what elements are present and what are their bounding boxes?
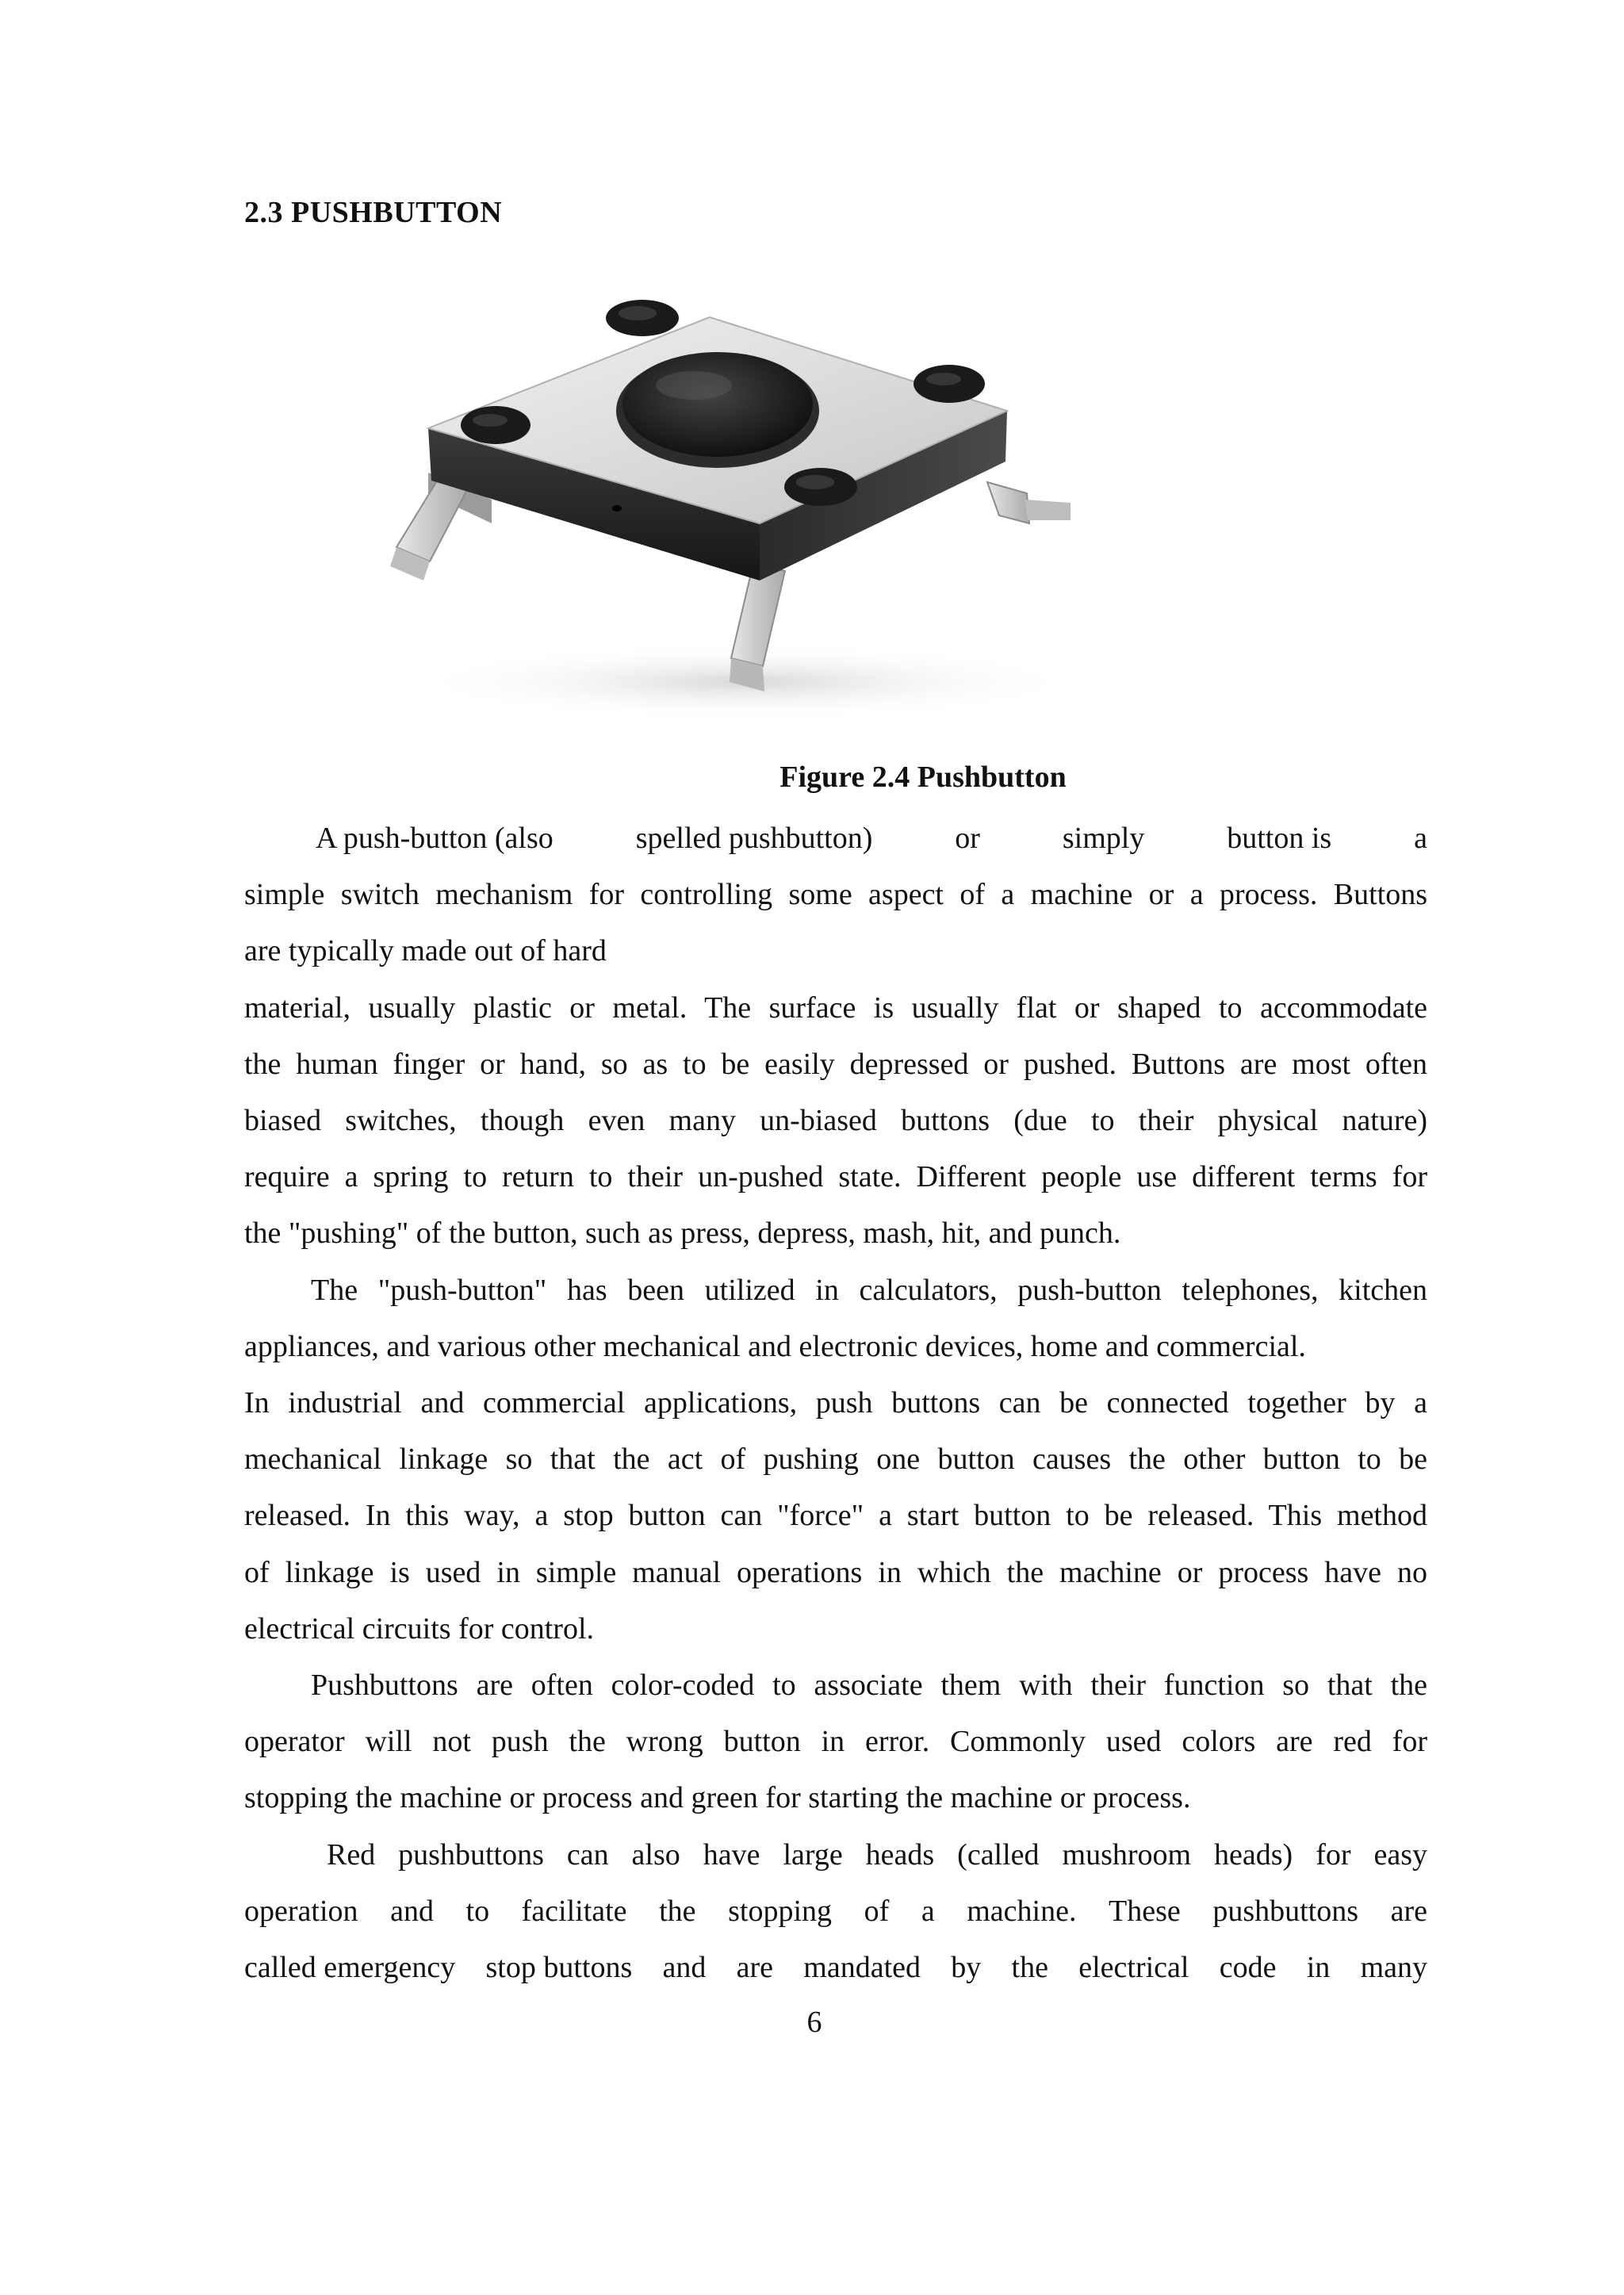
text-line: simple switch mechanism for controlling some aspect of a machine or a process. Buttons <box>244 878 1427 912</box>
text-line: of linkage is used in simple manual operations in which the machine or process have no <box>244 1555 1427 1589</box>
page-number: 6 <box>806 2006 822 2039</box>
text-line: Red pushbuttons can also have large heads (called mushroom heads) for easy <box>327 1837 1427 1872</box>
text-line: released. In this way, a stop button can "force" a start button to be released. This method <box>244 1499 1427 1533</box>
word: many <box>1360 1951 1427 1985</box>
word: code <box>1219 1951 1277 1985</box>
text-line: The "push-button" has been utilized in calculators, push-button telephones, kitchen <box>311 1273 1427 1307</box>
word: machine. <box>967 1894 1077 1928</box>
text-line: appliances, and various other mechanical and electronic devices, home and commercial. <box>244 1329 1306 1363</box>
pushbutton-figure <box>373 285 1150 730</box>
word: button is <box>1227 822 1332 855</box>
paragraph-2 <box>244 1262 1427 1657</box>
word: mandated <box>803 1951 921 1985</box>
section-heading: 2.3 PUSHBUTTON <box>244 196 503 229</box>
text-line: electrical circuits for control. <box>244 1611 595 1646</box>
text-line: stopping the machine or process and green for starting the machine or process. <box>244 1781 1191 1815</box>
word: stopping <box>728 1894 833 1928</box>
word: These <box>1109 1894 1181 1928</box>
text-line: operator will not push the wrong button in error. Commonly used colors are red for <box>244 1725 1427 1759</box>
paragraph-3 <box>244 1657 1427 1827</box>
word: the <box>1011 1951 1048 1985</box>
text-line: require a spring to return to their un-pushed state. Different people use different terms for <box>244 1160 1427 1194</box>
word: by <box>951 1951 982 1985</box>
figure-caption: Figure 2.4 Pushbutton <box>779 761 1067 794</box>
text-line: material, usually plastic or metal. The surface is usually flat or shaped to accommodate <box>244 990 1427 1025</box>
word: facilitate <box>521 1894 627 1928</box>
word: and <box>662 1951 707 1985</box>
word: electrical <box>1078 1951 1189 1985</box>
word: to <box>465 1894 490 1928</box>
word: the <box>659 1894 696 1928</box>
word: called emergency <box>244 1951 456 1985</box>
tactile-pushbutton-photo <box>373 285 1150 730</box>
text-line: Pushbuttons are often color-coded to associate them with their function so that the <box>311 1669 1427 1703</box>
word: stop buttons <box>485 1951 633 1985</box>
word: pushbuttons <box>1212 1894 1359 1928</box>
text-line <box>244 1883 1427 1940</box>
text-line: are typically made out of hard <box>244 934 607 968</box>
word: spelled pushbutton) <box>635 822 873 855</box>
word: a <box>921 1894 935 1928</box>
word: simply <box>1062 822 1145 855</box>
text-line <box>244 810 1427 867</box>
text-line: the human finger or hand, so as to be easily depressed or pushed. Buttons are most often <box>244 1047 1427 1081</box>
paragraph-4 <box>244 1827 1427 1997</box>
word: are <box>1390 1894 1427 1928</box>
word: a <box>1414 822 1427 855</box>
text-line: In industrial and commercial applications, push buttons can be connected together by a <box>244 1386 1427 1420</box>
text-line: biased switches, though even many un-biased buttons (due to their physical nature) <box>244 1104 1427 1138</box>
word: of <box>864 1894 890 1928</box>
word: operation <box>244 1894 358 1928</box>
word: or <box>955 822 980 855</box>
body-text <box>244 810 1427 1996</box>
word: and <box>390 1894 434 1928</box>
word: in <box>1306 1951 1331 1985</box>
text-line: mechanical linkage so that the act of pushing one button causes the other button to be <box>244 1443 1427 1477</box>
paragraph-1 <box>244 810 1427 1262</box>
word: A push-button (also <box>316 822 553 855</box>
text-line <box>244 1940 1427 1996</box>
text-line: the "pushing" of the button, such as press, depress, mash, hit, and punch. <box>244 1216 1121 1251</box>
word: are <box>736 1951 774 1985</box>
